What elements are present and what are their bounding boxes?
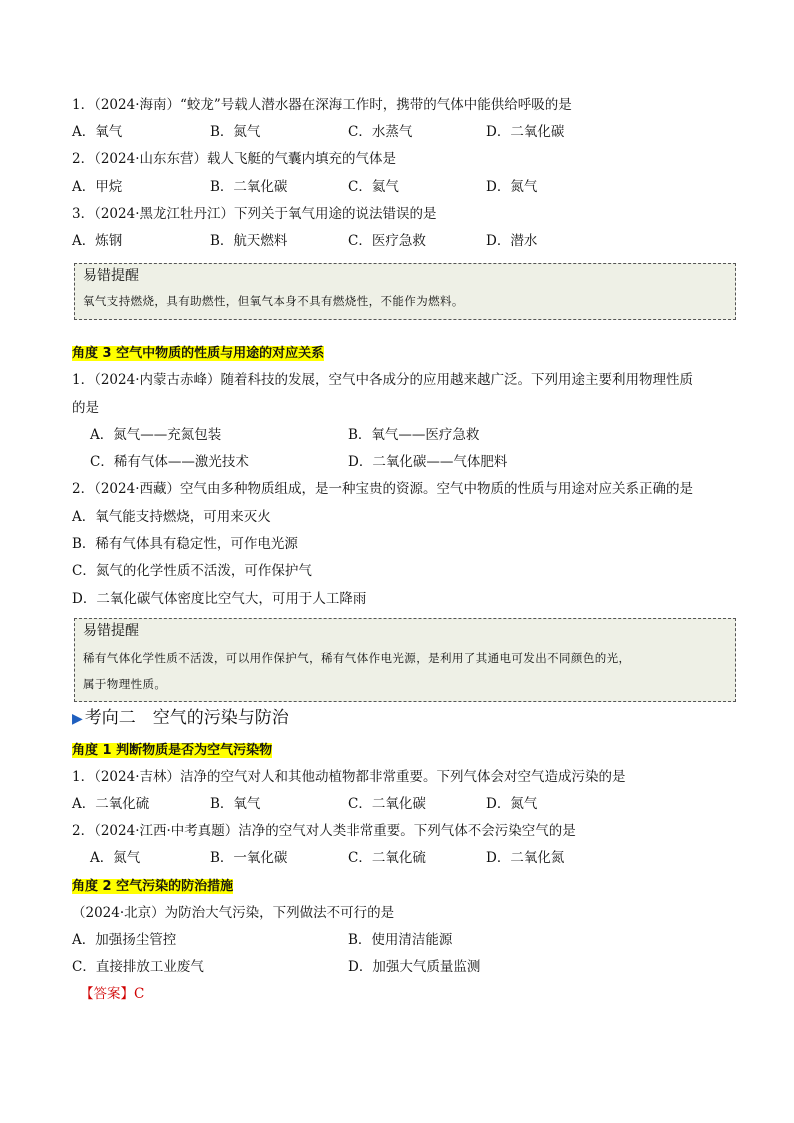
option-d: D．氮气 [486,179,538,195]
angle-heading [72,740,272,760]
question-stem: 1．（2024·海南）“蛟龙”号载人潜水器在深海工作时，携带的气体中能供给呼吸的是 [72,97,572,113]
question-stem-continued: 的是 [72,400,99,416]
tip-text: 氧气支持燃烧，具有助燃性，但氧气本身不具有燃烧性，不能作为燃料。 [83,294,464,308]
option-a: A．氮气 [90,850,141,866]
question-options [72,231,732,251]
answer-line [80,984,144,1004]
option-c: C．水蒸气 [348,124,413,140]
triangle-marker-icon: ▶ [72,711,83,727]
option-b: B．氮气 [210,124,261,140]
option-d: D．二氧化碳 [486,124,565,140]
option-c: C．医疗急救 [348,233,426,249]
question-stem: 1．（2024·吉林）洁净的空气对人和其他动植物都非常重要。下列气体会对空气造成污染的是 [72,769,626,785]
option-a: A．加强扬尘管控 [72,932,177,948]
option-c: C．二氧化碳 [348,796,426,812]
question-stem: 2．（2024·西藏）空气由多种物质组成，是一种宝贵的资源。空气中物质的性质与用途对应关系正确的是 [72,481,693,497]
question-stem: 1．（2024·内蒙古赤峰）随着科技的发展，空气中各成分的应用越来越广泛。下列用途主要利用物理性质 [72,372,693,388]
question-options [72,930,732,950]
angle-label: 角度 2 空气污染的防治措施 [72,879,234,894]
option-c: C．二氧化硫 [348,850,426,866]
option-a: A．炼钢 [72,233,123,249]
option-b: B．一氧化碳 [210,850,288,866]
section-title: 考向二 空气的污染与防治 [84,708,289,728]
option-a: A．甲烷 [72,179,123,195]
angle-heading [72,343,324,363]
option-b: B．使用清洁能源 [348,932,453,948]
section-heading [72,706,289,730]
option-a: A．氧气 [72,124,123,140]
option-b: B．氧气——医疗急救 [348,427,480,443]
angle-label: 角度 1 判断物质是否为空气污染物 [72,743,273,758]
question-stem: 2．（2024·山东东营）载人飞艇的气囊内填充的气体是 [72,151,396,167]
question-options [72,848,732,868]
option-b: B．航天燃料 [210,233,288,249]
option-b: B．二氧化碳 [210,179,288,195]
question-stem: （2024·北京）为防治大气污染，下列做法不可行的是 [72,905,395,921]
question-options [72,794,732,814]
tip-title: 易错提醒 [83,623,139,639]
question-stem: 2．（2024·江西·中考真题）洁净的空气对人类非常重要。下列气体不会污染空气的是 [72,823,576,839]
tip-text-line-1: 稀有气体化学性质不活泼，可以用作保护气，稀有气体作电光源，是利用了其通电可发出不同颜色的光， [83,651,631,665]
option-d: D．二氧化碳——气体肥料 [348,454,508,470]
option-c: C．氮气的化学性质不活泼，可作保护气 [72,563,312,579]
question-options [72,452,732,472]
angle-heading [72,876,233,896]
option-d: D．潜水 [486,233,538,249]
question-options [72,957,732,977]
error-tip-box [74,618,736,702]
tip-text-line-2: 属于物理性质。 [83,677,167,691]
option-d: D．二氧化碳气体密度比空气大，可用于人工降雨 [72,591,367,607]
error-tip-box [74,263,736,320]
option-a: A．氮气——充氮包装 [90,427,222,443]
answer-value: C [134,986,145,1002]
question-stem: 3．（2024·黑龙江牡丹江）下列关于氧气用途的说法错误的是 [72,206,437,222]
tip-title: 易错提醒 [83,268,139,284]
angle-label: 角度 3 空气中物质的性质与用途的对应关系 [72,346,325,361]
option-c: C．稀有气体——激光技术 [90,454,249,470]
question-options [72,122,732,142]
question-options [72,177,732,197]
option-d: D．二氧化氮 [486,850,565,866]
option-b: B．氧气 [210,796,261,812]
option-c: C．直接排放工业废气 [72,959,204,975]
option-c: C．氦气 [348,179,399,195]
option-a: A．二氧化硫 [72,796,150,812]
answer-label: 【答案】 [80,986,134,1002]
option-a: A．氧气能支持燃烧，可用来灭火 [72,509,271,525]
option-d: D．加强大气质量监测 [348,959,481,975]
option-b: B．稀有气体具有稳定性，可作电光源 [72,536,298,552]
question-options [72,425,732,445]
option-d: D．氮气 [486,796,538,812]
